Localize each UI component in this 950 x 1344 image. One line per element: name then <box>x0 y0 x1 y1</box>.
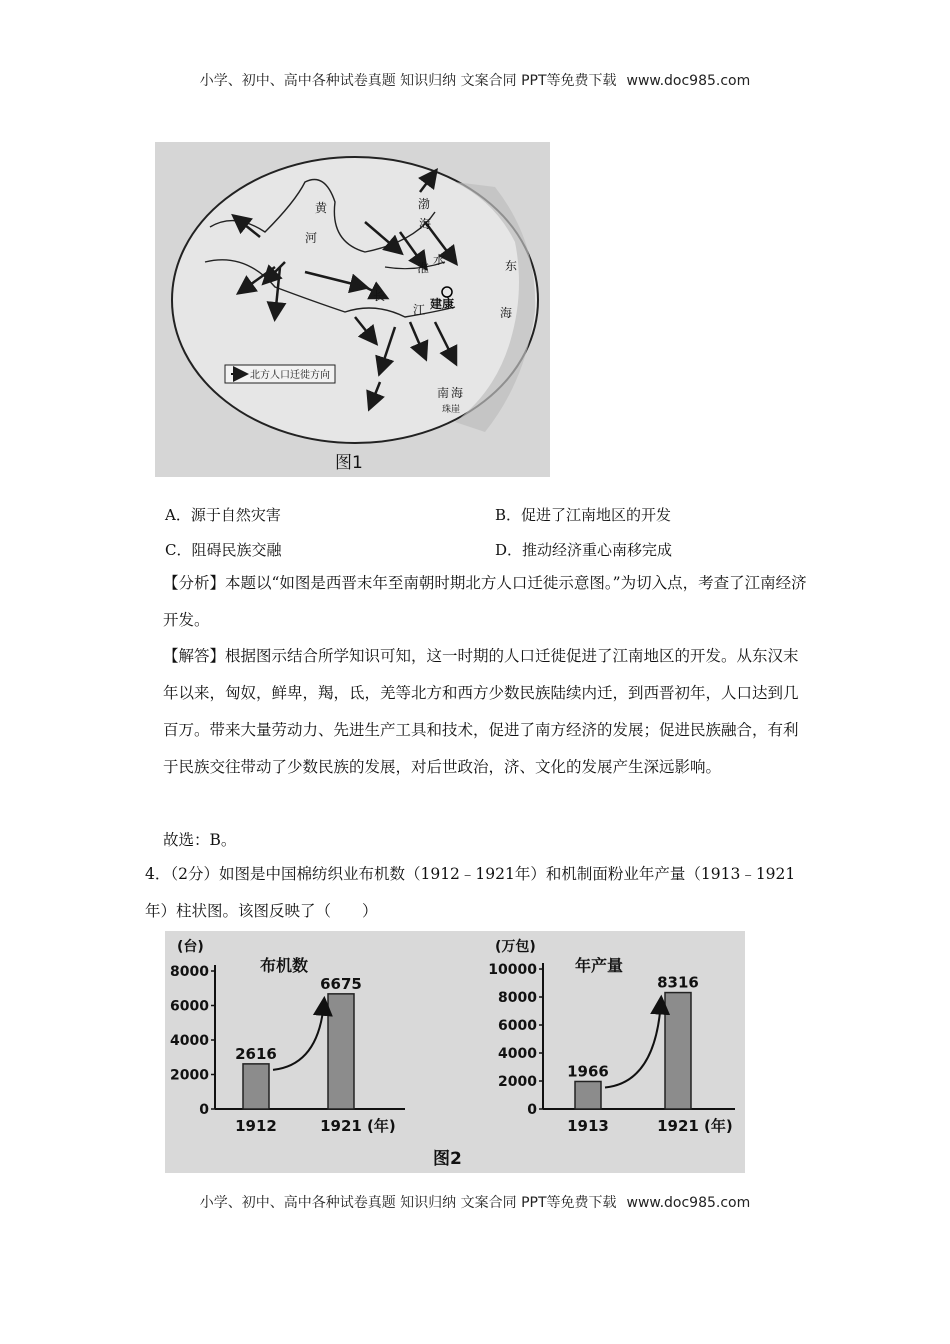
label-chang: 长 <box>373 289 386 303</box>
y-tick-label-1: 0 <box>199 1102 209 1118</box>
page-header <box>0 70 950 90</box>
bar-value-label-1-1921: 6675 <box>320 974 362 993</box>
page-footer <box>0 1192 950 1212</box>
label-jiankang: 建康 <box>430 297 455 311</box>
growth-arrow-1 <box>273 1002 324 1070</box>
option-d: D．推动经济重心南移完成 <box>495 541 673 559</box>
bar-2-1913 <box>575 1081 601 1109</box>
y-tick-label-2: 6000 <box>498 1018 537 1034</box>
label-hai1: 海 <box>419 217 432 231</box>
figure1-map <box>155 142 550 477</box>
option-c: C．阻碍民族交融 <box>165 541 282 559</box>
y-tick-label-2: 0 <box>527 1102 537 1118</box>
bar-1-1912 <box>243 1064 269 1109</box>
bar-charts <box>165 931 745 1173</box>
figure2-caption: 图2 <box>433 1149 462 1169</box>
y-tick-label-2: 2000 <box>498 1074 537 1090</box>
label-huai: 淮 <box>417 261 430 275</box>
figure1-caption: 图1 <box>335 453 363 473</box>
y-unit-label-1: (台) <box>177 939 204 955</box>
answer-paragraph: 【解答】根据图示结合所学知识可知，这一时期的人口迁徙促进了江南地区的开发。从东汉末年以来，匈奴，鲜卑，羯，氐，羌等北方和西方少数民族陆续内迁，到西晋初年，人口达到几百万。带来大量劳动力、先进生产工具和技术，促进了南方经济的发展；促进民族融合，有利于民族交往带动了少数民族的发展，对后世政治，济、文化的发展产生深远影响。 <box>163 647 799 776</box>
question-4: 4．（2分）如图是中国棉纺织业布机数（1912﹣1921年）和机制面粉业年产量（1913﹣1921年）柱状图。该图反映了（ ） <box>145 865 796 920</box>
y-tick-label-1: 8000 <box>170 964 209 980</box>
migration-map <box>155 142 550 477</box>
growth-arrow-2 <box>605 1001 661 1088</box>
choice-line: 故选：B。 <box>163 831 237 849</box>
x-tick-label-1-1921: 1921 <box>320 1117 362 1135</box>
label-nan: 南 <box>437 386 450 400</box>
label-huang: 黄 <box>315 201 328 215</box>
header-text: 小学、初中、高中各种试卷真题 知识归纳 文案合同 PPT等免费下载 <box>199 73 617 89</box>
header-url[interactable]: www.doc985.com <box>626 73 751 89</box>
y-tick-label-2: 10000 <box>488 962 537 978</box>
y-tick-label-1: 4000 <box>170 1033 209 1049</box>
bar-1-1921 <box>328 994 354 1109</box>
x-tick-label-2-1913: 1913 <box>567 1117 609 1135</box>
y-tick-label-1: 6000 <box>170 998 209 1015</box>
label-donghai: 海 <box>500 306 513 320</box>
footer-text: 小学、初中、高中各种试卷真题 知识归纳 文案合同 PPT等免费下载 <box>199 1195 617 1211</box>
label-dong: 东 <box>505 259 518 273</box>
legend-text: 北方人口迁徙方向 <box>250 370 330 381</box>
footer-url[interactable]: www.doc985.com <box>626 1195 751 1211</box>
label-he: 河 <box>305 231 318 245</box>
option-b: B．促进了江南地区的开发 <box>495 506 672 524</box>
y-tick-label-1: 2000 <box>170 1067 209 1084</box>
figure2-charts <box>165 931 745 1173</box>
x-tick-label-2-1921: 1921 <box>657 1117 699 1135</box>
bar-value-label-2-1921: 8316 <box>657 973 699 992</box>
chart-title-2: 年产量 <box>575 956 624 975</box>
label-bo: 渤 <box>418 197 431 211</box>
bar-value-label-2-1913: 1966 <box>567 1062 609 1081</box>
x-unit-label-2: (年) <box>704 1117 733 1135</box>
y-tick-label-2: 8000 <box>498 990 537 1006</box>
y-tick-label-2: 4000 <box>498 1046 537 1062</box>
label-shui: 水 <box>433 253 446 267</box>
label-hai2: 海 <box>451 386 464 400</box>
bar-value-label-1-1912: 2616 <box>235 1044 277 1063</box>
analysis-paragraph: 【分析】本题以“如图是西晋末年至南朝时期北方人口迁徙示意图。”为切入点，考查了江南经济开发。 <box>163 574 807 629</box>
label-jiang: 江 <box>413 303 426 317</box>
x-unit-label-1: (年) <box>367 1117 396 1135</box>
label-zhuya: 珠崖 <box>442 405 461 415</box>
bar-2-1921 <box>665 993 691 1109</box>
option-a: A．源于自然灾害 <box>165 506 281 524</box>
x-tick-label-1-1912: 1912 <box>235 1117 277 1135</box>
y-unit-label-2: (万包) <box>495 939 536 955</box>
chart-title-1: 布机数 <box>260 956 309 975</box>
